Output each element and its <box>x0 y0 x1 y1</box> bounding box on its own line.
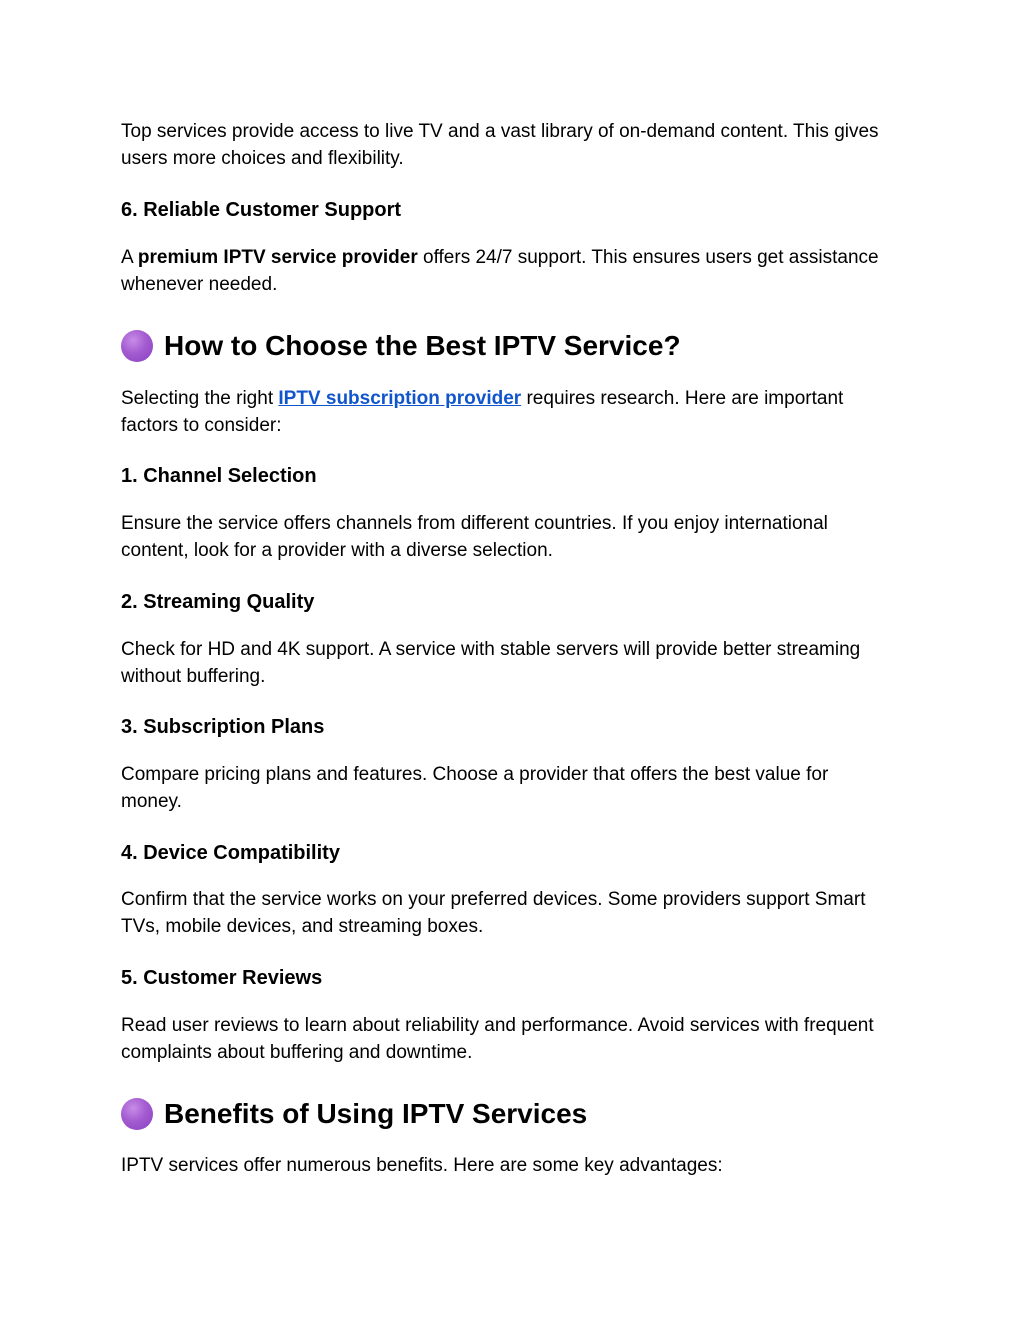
purple-circle-icon <box>121 330 153 362</box>
item-heading: 3. Subscription Plans <box>121 716 325 738</box>
item-text: Check for HD and 4K support. A service with stable servers will provide better streaming without buffering. <box>121 639 861 687</box>
benefits-section-heading <box>121 1096 891 1132</box>
item-heading: 5. Customer Reviews <box>121 967 323 989</box>
item-heading: 1. Channel Selection <box>121 465 317 487</box>
purple-circle-icon <box>121 1098 153 1130</box>
support-text-after: offers 24/7 support. This ensures users get assistance whenever needed. <box>121 247 879 295</box>
support-heading: 6. Reliable Customer Support <box>121 199 402 221</box>
item-heading: 2. Streaming Quality <box>121 591 315 613</box>
choose-intro-paragraph <box>121 385 891 439</box>
item-text: Read user reviews to learn about reliability and performance. Avoid services with frequent complaints about buffering and downtime. <box>121 1015 874 1063</box>
item-heading: 4. Device Compatibility <box>121 842 340 864</box>
choose-heading-text: How to Choose the Best IPTV Service? <box>164 330 681 361</box>
support-bold-text: premium IPTV service provider <box>137 247 418 268</box>
choose-section-heading <box>121 328 891 364</box>
support-paragraph <box>121 244 891 298</box>
item-text: Confirm that the service works on your preferred devices. Some providers support Smart TVs, mobile devices, and streaming boxes. <box>121 889 866 937</box>
choose-intro-before: Selecting the right <box>121 388 279 409</box>
item-text: Compare pricing plans and features. Choose a provider that offers the best value for money. <box>121 764 829 812</box>
choose-intro-after: requires research. Here are important factors to consider: <box>121 388 844 436</box>
benefits-intro-paragraph: IPTV services offer numerous benefits. Here are some key advantages: <box>121 1155 723 1176</box>
intro-paragraph: Top services provide access to live TV and a vast library of on-demand content. This gives users more choices and flexibility. <box>121 121 879 169</box>
item-text: Ensure the service offers channels from different countries. If you enjoy international content, look for a provider with a diverse selection. <box>121 513 828 561</box>
benefits-heading-text: Benefits of Using IPTV Services <box>164 1098 588 1129</box>
iptv-subscription-provider-link[interactable]: IPTV subscription provider <box>278 388 522 409</box>
support-text-before: A <box>121 247 138 268</box>
